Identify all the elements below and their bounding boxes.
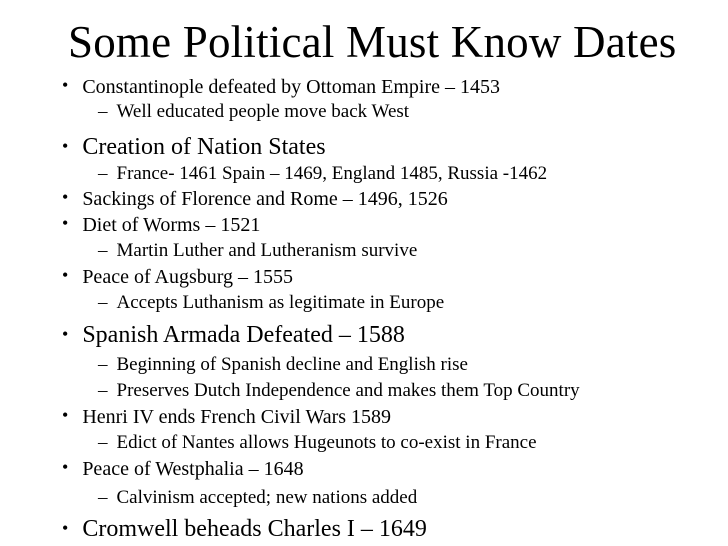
bullet-item-text: Creation of Nation States	[82, 134, 326, 160]
bullet-item-text: Diet of Worms – 1521	[82, 214, 261, 236]
sub-bullet-marker: –	[98, 292, 108, 313]
bullet-marker: •	[62, 187, 69, 207]
bullet-marker: •	[62, 136, 69, 156]
sub-bullet-marker: –	[98, 380, 108, 401]
bullet-item-text: Sackings of Florence and Rome – 1496, 1526	[82, 188, 448, 210]
bullet-item	[62, 76, 500, 99]
sub-bullet-item	[98, 354, 468, 376]
sub-bullet-item-text: France- 1461 Spain – 1469, England 1485, Russia -1462	[116, 163, 548, 184]
sub-bullet-item-text: Preserves Dutch Independence and makes them Top Country	[116, 380, 580, 401]
bullet-item-text: Peace of Augsburg – 1555	[82, 266, 294, 288]
bullet-marker: •	[62, 324, 69, 344]
bullet-item	[62, 214, 260, 237]
bullet-item-text: Constantinople defeated by Ottoman Empire – 1453	[82, 76, 500, 98]
bullet-item	[62, 188, 448, 211]
sub-bullet-marker: –	[98, 240, 108, 261]
bullet-item-text: Henri IV ends French Civil Wars 1589	[82, 406, 392, 428]
sub-bullet-marker: –	[98, 101, 108, 122]
sub-bullet-item-text: Edict of Nantes allows Hugeunots to co-exist in France	[116, 432, 537, 453]
sub-bullet-item	[98, 292, 444, 314]
bullet-item-text: Spanish Armada Defeated – 1588	[82, 322, 405, 348]
bullet-marker: •	[62, 405, 69, 425]
sub-bullet-item	[98, 240, 417, 262]
bullet-item	[62, 322, 405, 349]
sub-bullet-marker: –	[98, 163, 108, 184]
sub-bullet-marker: –	[98, 432, 108, 453]
sub-bullet-item-text: Calvinism accepted; new nations added	[116, 487, 418, 508]
bullet-marker: •	[62, 518, 69, 538]
sub-bullet-marker: –	[98, 487, 108, 508]
sub-bullet-item-text: Accepts Luthanism as legitimate in Europe	[116, 292, 445, 313]
bullet-item-text: Peace of Westphalia – 1648	[82, 458, 304, 480]
sub-bullet-marker: –	[98, 354, 108, 375]
sub-bullet-item	[98, 163, 547, 185]
bullet-marker: •	[62, 457, 69, 477]
sub-bullet-item	[98, 101, 409, 123]
sub-bullet-item	[98, 432, 537, 454]
bullet-marker: •	[62, 265, 69, 285]
sub-bullet-item-text: Martin Luther and Lutheranism survive	[116, 240, 418, 261]
bullet-marker: •	[62, 213, 69, 233]
sub-bullet-item-text: Beginning of Spanish decline and English rise	[116, 354, 468, 375]
sub-bullet-item	[98, 380, 580, 402]
bullet-item	[62, 458, 304, 481]
bullet-item	[62, 516, 427, 543]
bullet-item	[62, 266, 293, 289]
slide-title: Some Political Must Know Dates	[68, 17, 677, 67]
sub-bullet-item-text: Well educated people move back West	[116, 101, 410, 122]
bullet-item-text: Cromwell beheads Charles I – 1649	[82, 516, 427, 542]
sub-bullet-item	[98, 487, 417, 509]
bullet-item	[62, 406, 391, 429]
bullet-item	[62, 134, 326, 161]
bullet-marker: •	[62, 75, 69, 95]
